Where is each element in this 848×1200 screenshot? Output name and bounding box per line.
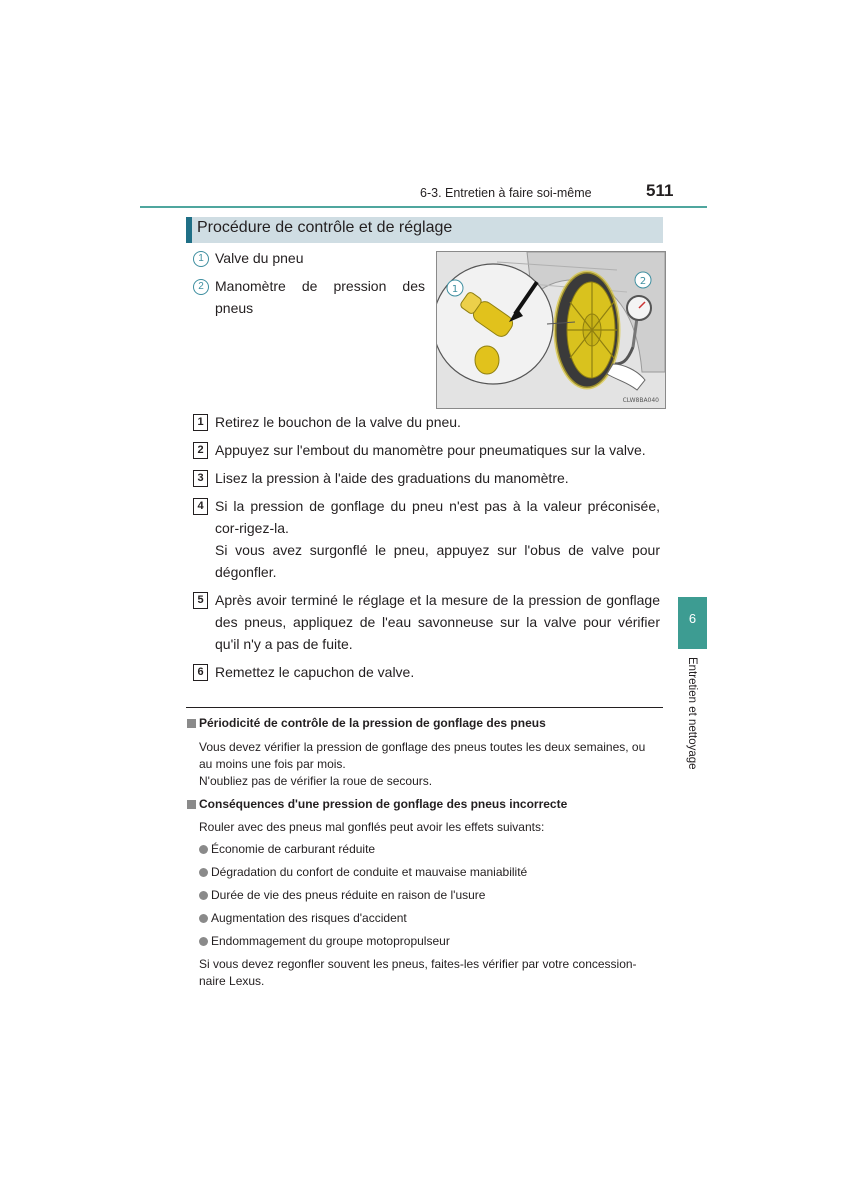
step-number-1: 1 <box>193 414 208 431</box>
note-body-1: Vous devez vérifier la pression de gonflage des pneus toutes les deux semaines, ou au moins une fois par mois. <box>199 740 646 771</box>
bullet-icon <box>199 868 208 877</box>
step-text-2: Appuyez sur l'embout du manomètre pour pneumatiques sur la valve. <box>215 442 646 458</box>
step-text-1: Retirez le bouchon de la valve du pneu. <box>215 414 461 430</box>
page-number: 511 <box>646 181 674 200</box>
bullet-icon <box>199 937 208 946</box>
illustration-code: CLW8BA040 <box>622 397 659 404</box>
note-marker-2 <box>187 800 196 809</box>
step-text-3: Lisez la pression à l'aide des graduations du manomètre. <box>215 470 569 486</box>
note-bullet-3: Durée de vie des pneus réduite en raison de l'usure <box>199 888 485 902</box>
running-header-section: 6-3. Entretien à faire soi-même <box>420 186 592 200</box>
note-heading-2: Conséquences d'une pression de gonflage des pneus incorrecte <box>199 797 568 811</box>
step-text-4-detail: Si vous avez surgonflé le pneu, appuyez sur l'obus de valve pour dégonfler. <box>215 542 660 580</box>
note-outro-2: Si vous devez regonfler souvent les pneus, faites-les vérifier par votre concession-naire Lexus. <box>199 957 637 988</box>
bullet-icon <box>199 914 208 923</box>
note-bullet-2: Dégradation du confort de conduite et mauvaise maniabilité <box>199 865 527 879</box>
section-title: Procédure de contrôle et de réglage <box>197 219 453 236</box>
illustration-callout-1: 1 <box>451 284 459 295</box>
chapter-tab-label: Entretien et nettoyage <box>686 657 698 770</box>
step-text-4: Si la pression de gonflage du pneu n'est pas à la valeur préconisée, cor-rigez-la. <box>215 498 660 536</box>
callout-label-1: Valve du pneu <box>215 250 304 266</box>
tire-pressure-illustration <box>436 251 666 409</box>
bullet-icon <box>199 845 208 854</box>
callout-number-1: 1 <box>193 251 209 267</box>
note-body-1b: N'oubliez pas de vérifier la roue de secours. <box>199 774 433 788</box>
illustration-callout-2: 2 <box>639 276 647 287</box>
bullet-icon <box>199 891 208 900</box>
note-marker-1 <box>187 719 196 728</box>
step-number-6: 6 <box>193 664 208 681</box>
step-number-3: 3 <box>193 470 208 487</box>
header-rule <box>140 206 707 208</box>
step-number-2: 2 <box>193 442 208 459</box>
step-number-5: 5 <box>193 592 208 609</box>
callout-label-2-line1: Manomètre de pression des <box>215 278 425 294</box>
note-intro-2: Rouler avec des pneus mal gonflés peut avoir les effets suivants: <box>199 820 545 834</box>
callout-label-2-line2: pneus <box>215 300 254 316</box>
illustration-drawing <box>437 252 665 408</box>
chapter-tab-number: 6 <box>688 611 697 626</box>
callout-number-2: 2 <box>193 279 209 295</box>
note-heading-1: Périodicité de contrôle de la pression de gonflage des pneus <box>199 716 546 730</box>
step-number-4: 4 <box>193 498 208 515</box>
notes-divider <box>186 707 663 708</box>
note-bullet-1: Économie de carburant réduite <box>199 842 375 856</box>
note-bullet-5: Endommagement du groupe motopropulseur <box>199 934 450 948</box>
section-title-accent <box>186 217 192 243</box>
step-text-6: Remettez le capuchon de valve. <box>215 664 415 680</box>
step-text-5: Après avoir terminé le réglage et la mesure de la pression de gonflage des pneus, appliquez de l'eau savonneuse sur la valve pour vérifier qu'il n'y a pas de fuite. <box>215 592 660 652</box>
note-bullet-4: Augmentation des risques d'accident <box>199 911 407 925</box>
